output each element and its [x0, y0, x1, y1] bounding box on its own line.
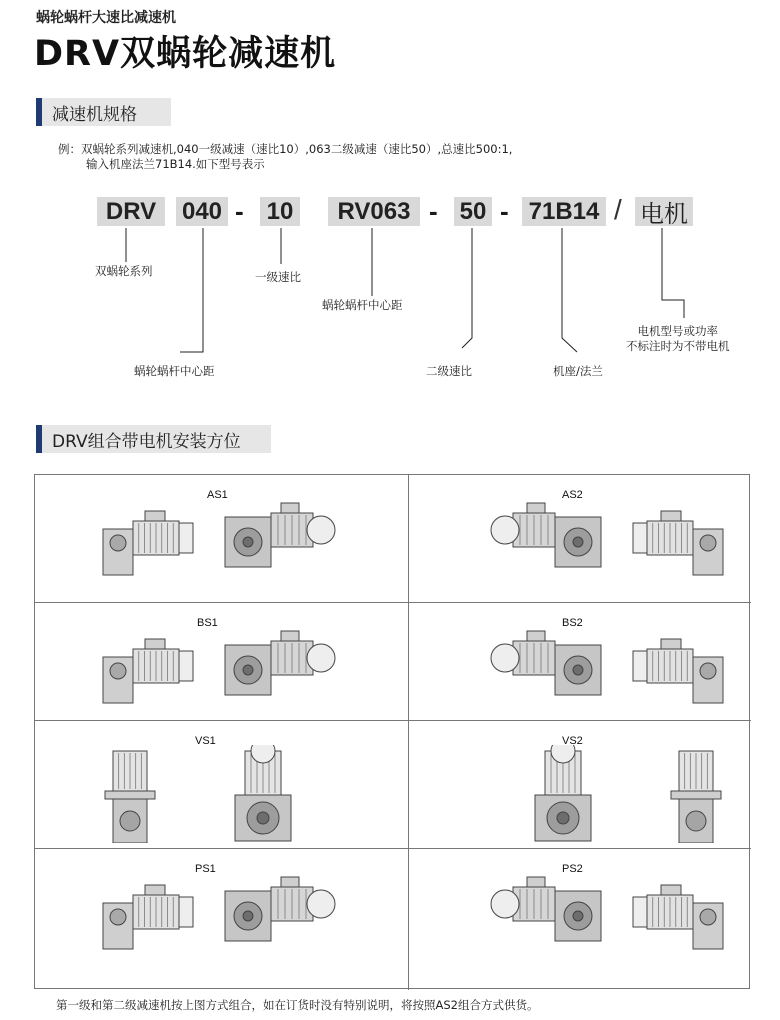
label-ratio-2: 二级速比 — [426, 364, 472, 378]
code-box-center-distance-1: 040 — [176, 197, 228, 226]
mount-position-label: PS1 — [195, 863, 216, 875]
code-box-series: DRV — [97, 197, 165, 226]
mount-position-label: AS2 — [562, 489, 583, 501]
section-heading-mounting — [36, 425, 271, 453]
mount-position-label: AS1 — [207, 489, 228, 501]
mount-cell — [409, 721, 751, 849]
footer-note: 第一级和第二级减速机按上图方式组合，如在订货时没有特别说明，将按照AS2组合方式供货。 — [56, 998, 539, 1012]
mounting-grid — [34, 474, 750, 989]
code-box-motor: 电机 — [635, 197, 693, 226]
page-subtitle: 蜗轮蜗杆大速比减速机 — [36, 10, 176, 26]
mount-cell — [35, 603, 409, 721]
code-separator: - — [429, 196, 438, 226]
gearbox-motor-illustration — [75, 873, 409, 984]
gearbox-motor-illustration — [75, 745, 409, 843]
gearbox-motor-illustration — [449, 499, 751, 597]
label-series: 双蜗轮系列 — [95, 264, 153, 278]
label-flange: 机座/法兰 — [553, 364, 603, 378]
gearbox-motor-illustration — [449, 627, 751, 715]
example-line-1: 例：双蜗轮系列减速机,040一级减速（速比10）,063二级减速（速比50）,总速比500:1, — [58, 142, 513, 156]
mount-position-label: VS2 — [562, 735, 583, 747]
gearbox-motor-illustration — [449, 873, 751, 984]
mount-cell — [35, 849, 409, 990]
section-heading-text: DRV组合带电机安装方位 — [52, 431, 241, 452]
code-box-center-distance-2: RV063 — [328, 197, 420, 226]
code-slash: / — [614, 194, 622, 225]
example-line-2: 输入机座法兰71B14.如下型号表示 — [86, 157, 265, 171]
code-box-ratio-1: 10 — [260, 197, 300, 226]
gearbox-motor-illustration — [75, 499, 409, 597]
example-text — [58, 142, 512, 172]
code-box-flange: 71B14 — [522, 197, 606, 226]
mount-position-label: VS1 — [195, 735, 216, 747]
page-title: DRV双蜗轮减速机 — [34, 34, 337, 74]
section-heading-text: 减速机规格 — [52, 104, 137, 125]
mount-cell — [35, 475, 409, 603]
mount-position-label: BS1 — [197, 617, 218, 629]
mount-position-label: BS2 — [562, 617, 583, 629]
label-motor-line-1: 电机型号或功率 — [637, 324, 718, 338]
label-ratio-1: 一级速比 — [255, 270, 301, 284]
mount-cell — [35, 721, 409, 849]
code-separator: - — [500, 196, 509, 226]
label-center-distance-2: 蜗轮蜗杆中心距 — [322, 298, 403, 312]
mount-cell — [409, 849, 751, 990]
section-heading-spec — [36, 98, 171, 126]
label-motor-line-2: 不标注时为不带电机 — [626, 339, 730, 353]
mount-cell — [409, 475, 751, 603]
label-center-distance-1: 蜗轮蜗杆中心距 — [134, 364, 215, 378]
gearbox-motor-illustration — [449, 745, 751, 843]
gearbox-motor-illustration — [75, 627, 409, 715]
mount-cell — [409, 603, 751, 721]
code-separator: - — [235, 196, 244, 226]
label-motor — [626, 324, 730, 354]
mount-position-label: PS2 — [562, 863, 583, 875]
code-box-ratio-2: 50 — [454, 197, 492, 226]
